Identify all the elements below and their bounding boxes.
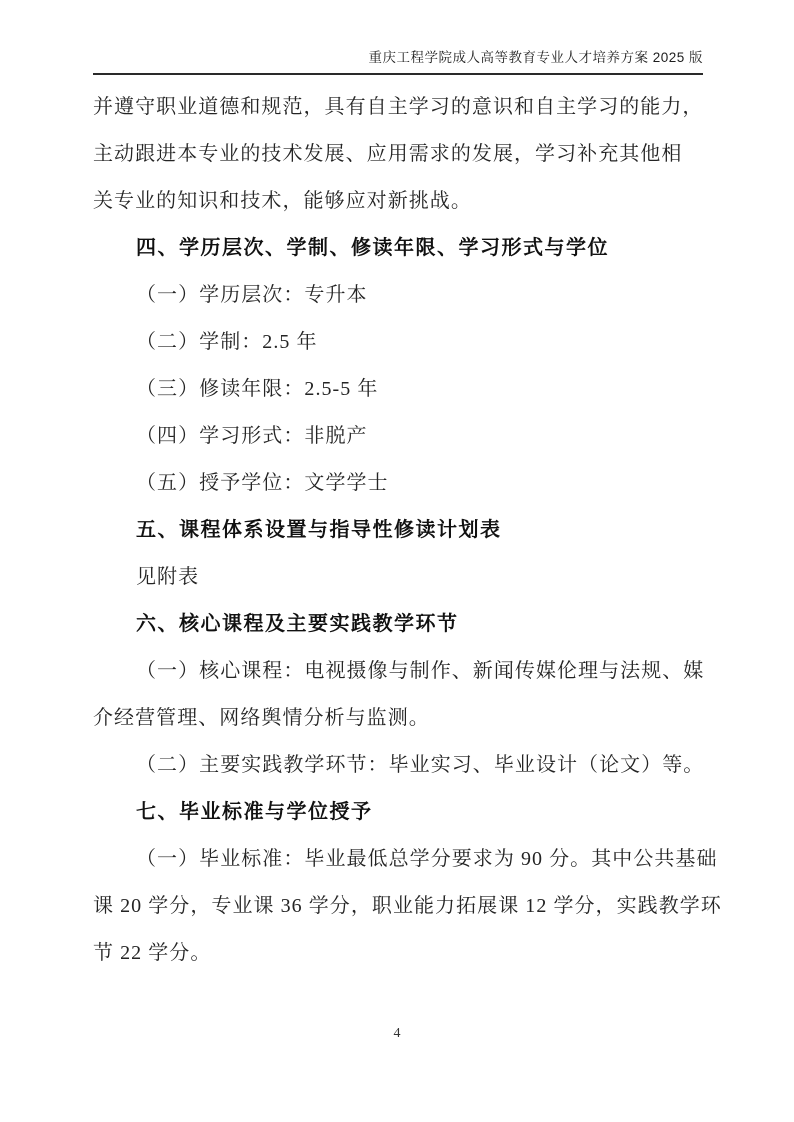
section-four-item-3: （三）修读年限：2.5-5 年 xyxy=(136,378,379,400)
section-four-item-1: （一）学历层次：专升本 xyxy=(136,284,368,306)
section-seven-item-1-line-1: （一）毕业标准：毕业最低总学分要求为 90 分。其中公共基础 xyxy=(136,848,718,870)
section-four-item-4: （四）学习形式：非脱产 xyxy=(136,425,368,447)
document-body xyxy=(93,84,722,977)
section-five-heading: 五、课程体系设置与指导性修读计划表 xyxy=(136,519,502,541)
intro-line-2: 主动跟进本专业的技术发展、应用需求的发展，学习补充其他相 xyxy=(93,143,683,165)
section-six-item-1-line-1: （一）核心课程：电视摄像与制作、新闻传媒伦理与法规、媒 xyxy=(136,660,705,682)
page-number: 4 xyxy=(393,1026,401,1041)
intro-line-3: 关专业的知识和技术，能够应对新挑战。 xyxy=(93,190,472,212)
section-six-item-2: （二）主要实践教学环节：毕业实习、毕业设计（论文）等。 xyxy=(136,754,705,776)
section-seven-heading: 七、毕业标准与学位授予 xyxy=(136,801,373,823)
section-four-item-5: （五）授予学位：文学学士 xyxy=(136,472,389,494)
section-six-heading: 六、核心课程及主要实践教学环节 xyxy=(136,613,459,635)
header-title: 重庆工程学院成人高等教育专业人才培养方案 2025 版 xyxy=(368,50,703,65)
section-four-heading: 四、学历层次、学制、修读年限、学习形式与学位 xyxy=(136,237,609,259)
intro-line-1: 并遵守职业道德和规范，具有自主学习的意识和自主学习的能力， xyxy=(93,96,704,118)
section-four-item-2: （二）学制：2.5 年 xyxy=(136,331,318,353)
section-six-item-1-line-2: 介经营管理、网络舆情分析与监测。 xyxy=(93,707,430,729)
section-five-note: 见附表 xyxy=(136,566,200,588)
section-seven-item-1-line-2: 课 20 学分，专业课 36 学分，职业能力拓展课 12 学分，实践教学环 xyxy=(93,895,722,917)
page-footer xyxy=(0,1026,794,1042)
page-header xyxy=(93,46,703,75)
section-seven-item-1-line-3: 节 22 学分。 xyxy=(93,942,212,964)
